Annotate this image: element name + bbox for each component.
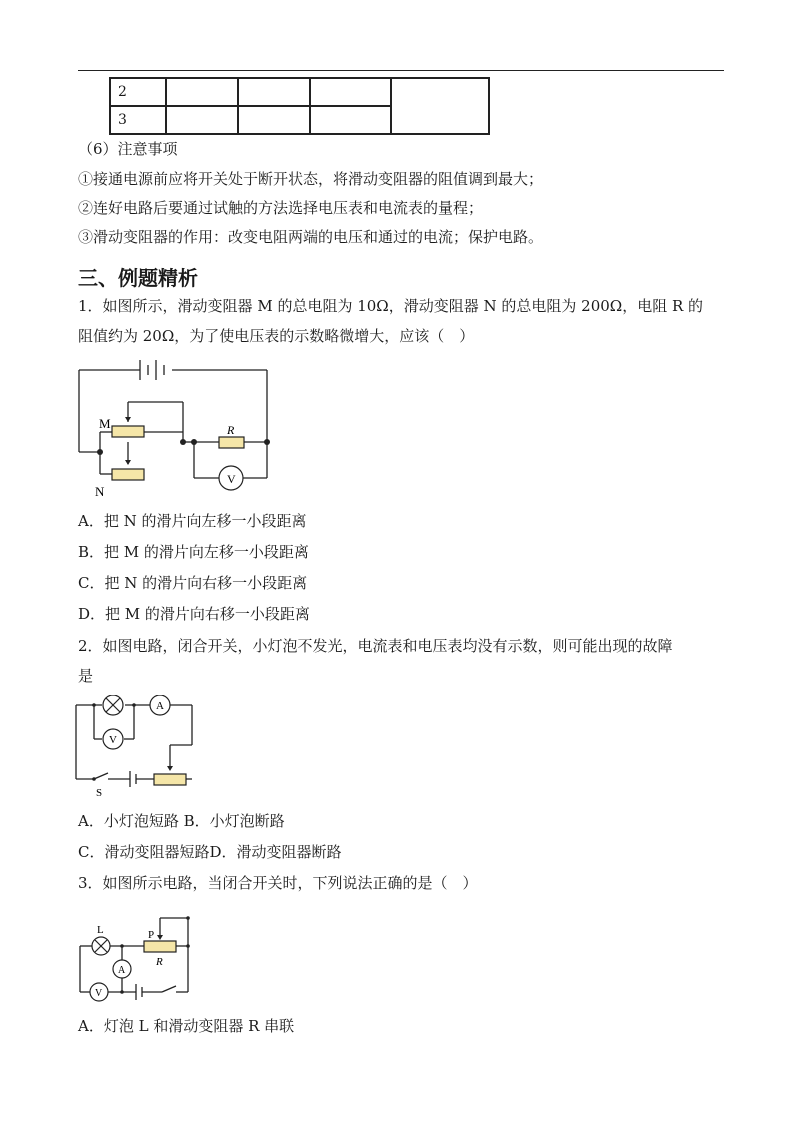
table-cell xyxy=(238,78,310,106)
table-cell xyxy=(238,106,310,134)
q2-options: A．小灯泡短路 B．小灯泡断路 xyxy=(78,812,285,830)
table-cell xyxy=(310,106,391,134)
m-label: M xyxy=(99,416,111,431)
table-cell xyxy=(166,106,238,134)
q2-options: C．滑动变阻器短路D．滑动变阻器断路 xyxy=(78,843,342,861)
q1-stem: 1．如图所示，滑动变阻器 M 的总电阻为 10Ω，滑动变阻器 N 的总电阻为 200Ω，电阻 R 的 xyxy=(78,297,704,315)
table-cell xyxy=(391,78,489,134)
table-cell xyxy=(310,78,391,106)
voltmeter-label: V xyxy=(95,988,103,999)
q2-stem: 2．如图电路，闭合开关，小灯泡不发光，电流表和电压表均没有示数，则可能出现的故障 xyxy=(78,637,673,655)
q1-option: A．把 N 的滑片向左移一小段距离 xyxy=(78,512,307,530)
note-item: ②连好电路后要通过试触的方法选择电压表和电流表的量程； xyxy=(78,199,484,217)
r-label: R xyxy=(156,956,163,968)
table-row xyxy=(110,78,489,106)
q1-option: C．把 N 的滑片向右移一小段距离 xyxy=(78,574,308,592)
switch-label: S xyxy=(96,787,103,799)
l-label: L xyxy=(97,924,104,936)
r-label: R xyxy=(227,423,235,437)
table-cell xyxy=(166,78,238,106)
ammeter-label: A xyxy=(118,965,126,976)
section-title: 三、例题精析 xyxy=(78,266,198,290)
q3-circuit-diagram xyxy=(76,902,206,1007)
q2-circuit-diagram xyxy=(72,695,222,800)
p-label: P xyxy=(148,929,155,941)
q1-option: B．把 M 的滑片向左移一小段距离 xyxy=(78,543,309,561)
ammeter-label: A xyxy=(156,700,164,712)
notes-heading: （6）注意事项 xyxy=(78,140,178,158)
note-item: ③滑动变阻器的作用：改变电阻两端的电压和通过的电流；保护电路。 xyxy=(78,228,544,246)
experiment-table xyxy=(109,77,490,135)
q1-circuit-diagram xyxy=(74,356,284,501)
header-rule xyxy=(78,70,724,71)
q2-stem: 是 xyxy=(78,667,94,685)
note-item: ①接通电源前应将开关处于断开状态，将滑动变阻器的阻值调到最大； xyxy=(78,170,544,188)
n-label: N xyxy=(95,484,105,499)
q1-stem: 阻值约为 20Ω，为了使电压表的示数略微增大，应该（ ） xyxy=(78,327,475,345)
voltmeter-label: V xyxy=(227,472,236,486)
table-cell: 2 xyxy=(110,78,166,106)
table-cell: 3 xyxy=(110,106,166,134)
voltmeter-label: V xyxy=(109,734,117,746)
q1-option: D．把 M 的滑片向右移一小段距离 xyxy=(78,605,310,623)
q3-option: A．灯泡 L 和滑动变阻器 R 串联 xyxy=(78,1017,295,1035)
q3-stem: 3．如图所示电路，当闭合开关时，下列说法正确的是（ ） xyxy=(78,874,478,892)
